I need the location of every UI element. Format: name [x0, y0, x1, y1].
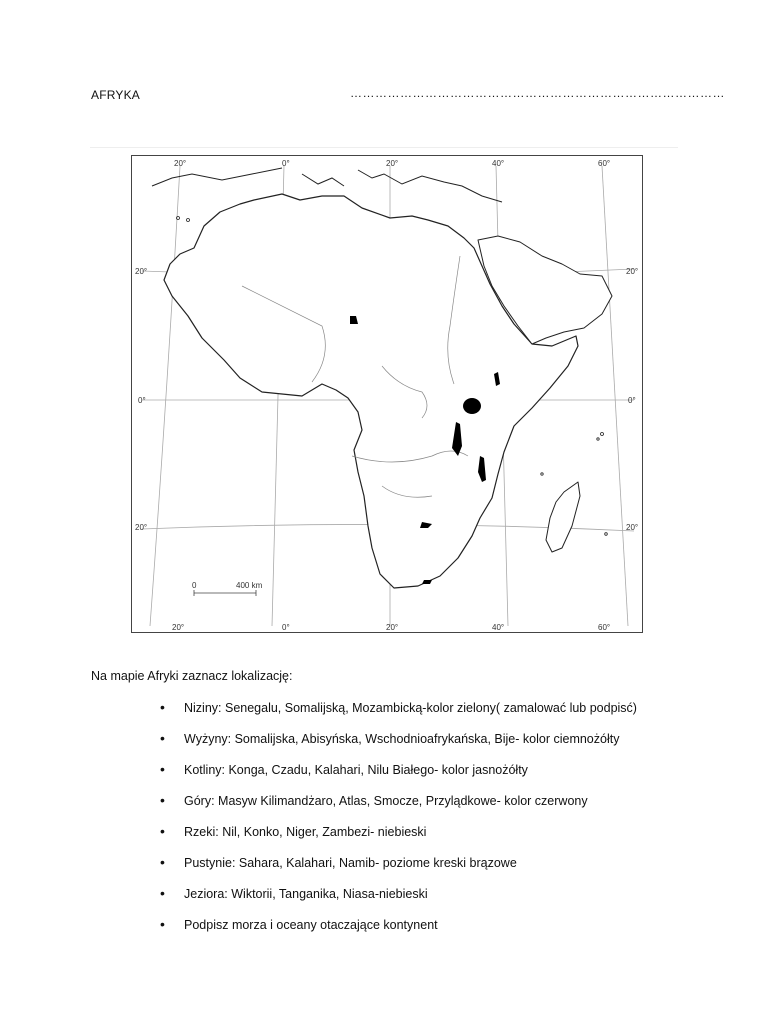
bullet-icon: •	[160, 885, 165, 901]
scale-end: 400 km	[236, 581, 263, 590]
instructions-intro: Na mapie Afryki zaznacz lokalizację:	[91, 669, 293, 683]
africa-map	[131, 155, 643, 633]
list-item	[160, 762, 720, 793]
lon-label-top: 0°	[282, 159, 290, 168]
list-item	[160, 824, 720, 855]
bullet-icon: •	[160, 823, 165, 839]
lat-label-left: 20°	[135, 267, 148, 276]
task-text: Kotliny: Konga, Czadu, Kalahari, Nilu Białego- kolor jasnożółty	[184, 763, 528, 777]
list-item	[160, 917, 720, 948]
lon-label-bottom: 60°	[598, 623, 611, 632]
bullet-icon: •	[160, 916, 165, 932]
lon-label-bottom: 20°	[386, 623, 399, 632]
lon-label-bottom: 20°	[172, 623, 185, 632]
lat-label-left: 20°	[135, 523, 148, 532]
task-text: Jeziora: Wiktorii, Tanganika, Niasa-niebieski	[184, 887, 428, 901]
lat-label-left: 0°	[138, 396, 146, 405]
divider	[90, 147, 678, 148]
lon-label-top: 60°	[598, 159, 611, 168]
list-item	[160, 700, 720, 731]
lat-label-right: 20°	[626, 267, 639, 276]
bullet-icon: •	[160, 854, 165, 870]
lon-label-top: 20°	[386, 159, 399, 168]
list-item	[160, 886, 720, 917]
task-text: Wyżyny: Somalijska, Abisyńska, Wschodnioafrykańska, Bije- kolor ciemnożółty	[184, 732, 620, 746]
task-text: Podpisz morza i oceany otaczające kontynent	[184, 918, 438, 932]
task-list	[160, 700, 720, 948]
list-item	[160, 855, 720, 886]
list-item	[160, 793, 720, 824]
lon-label-top: 20°	[174, 159, 187, 168]
name-fill-line: ………………………………………………………………………………	[350, 86, 725, 100]
bullet-icon: •	[160, 792, 165, 808]
task-text: Góry: Masyw Kilimandżaro, Atlas, Smocze, Przylądkowe- kolor czerwony	[184, 794, 588, 808]
lon-label-bottom: 0°	[282, 623, 290, 632]
bullet-icon: •	[160, 761, 165, 777]
lat-label-right: 0°	[628, 396, 636, 405]
scale-start: 0	[192, 581, 197, 590]
task-text: Pustynie: Sahara, Kalahari, Namib- poziome kreski brązowe	[184, 856, 517, 870]
scale-bar	[192, 581, 263, 596]
bullet-icon: •	[160, 699, 165, 715]
bullet-icon: •	[160, 730, 165, 746]
task-text: Rzeki: Nil, Konko, Niger, Zambezi- niebieski	[184, 825, 427, 839]
task-text: Niziny: Senegalu, Somalijską, Mozambicką-kolor zielony( zamalować lub podpisć)	[184, 701, 637, 715]
list-item	[160, 731, 720, 762]
page-title: AFRYKA	[91, 88, 140, 102]
lon-label-bottom: 40°	[492, 623, 505, 632]
lon-label-top: 40°	[492, 159, 505, 168]
africa-outline-map-icon	[132, 156, 644, 634]
lat-label-right: 20°	[626, 523, 639, 532]
madagascar	[546, 482, 580, 552]
